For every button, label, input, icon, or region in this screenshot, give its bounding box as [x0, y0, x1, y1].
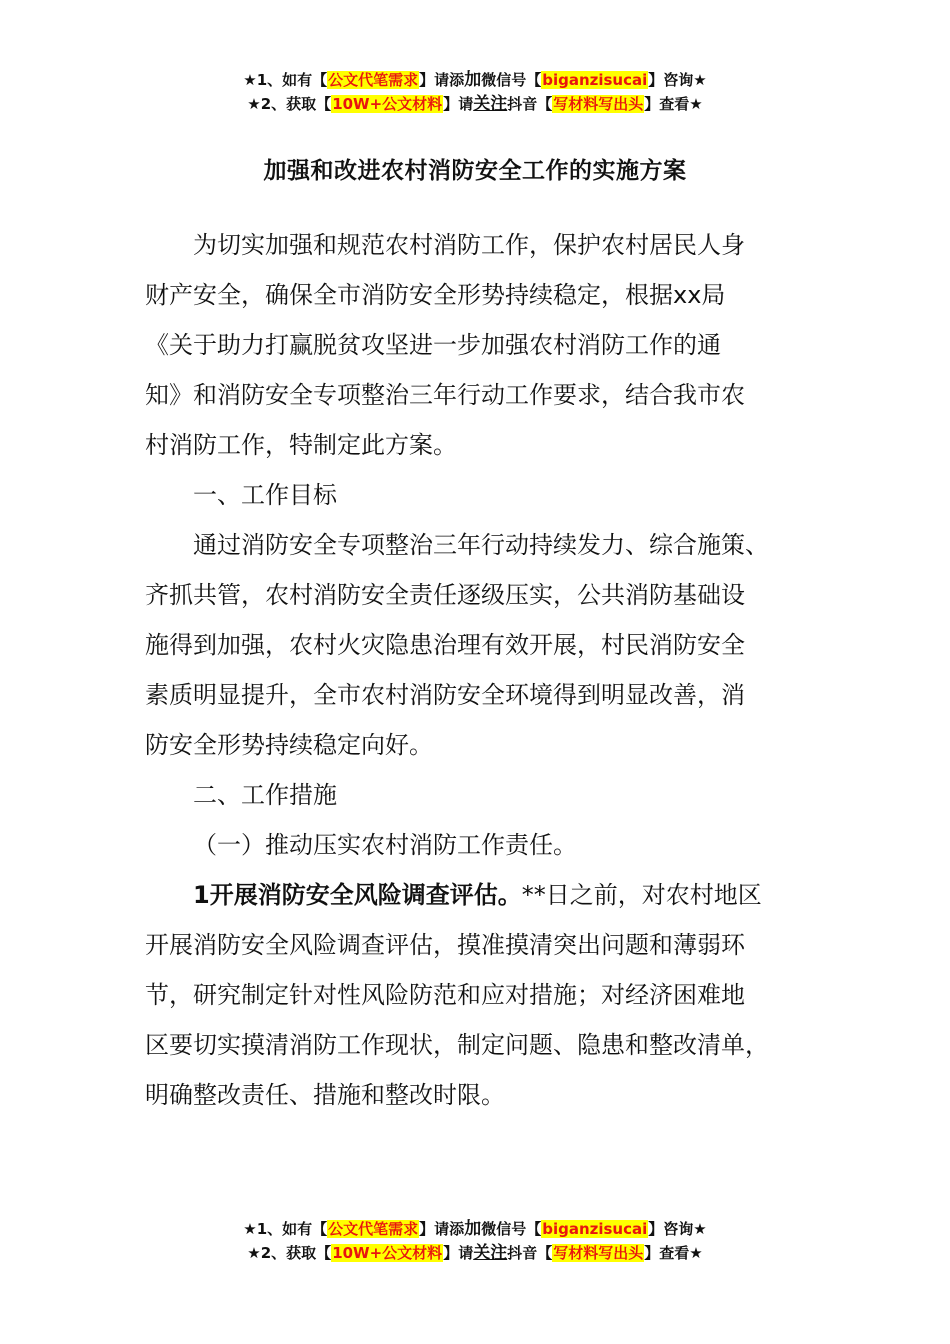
wechat-id-highlight: biganzisucai	[542, 71, 648, 89]
header-line2-prefix: ★2、获取【	[247, 95, 332, 113]
intro-line: 财产安全，确保全市消防安全形势持续稳定，根据xx局	[145, 281, 726, 309]
footer-line1-mid1: 】请添	[419, 1220, 465, 1238]
footer-line2-follow: 关注	[473, 1243, 508, 1263]
intro-line: 村消防工作，特制定此方案。	[145, 431, 457, 459]
intro-line: 知》和消防安全专项整治三年行动工作要求，结合我市农	[145, 381, 745, 409]
header-line1-mid1: 】请添	[419, 71, 465, 89]
header-line-2	[0, 92, 950, 116]
header-line1-prefix: ★1、如有【	[243, 71, 328, 89]
footer-line1-prefix: ★1、如有【	[243, 1220, 328, 1238]
document-body	[145, 220, 807, 1120]
section1-line: 齐抓共管，农村消防安全责任逐级压实，公共消防基础设	[145, 581, 745, 609]
section1-line: 施得到加强，农村火灾隐患治理有效开展，村民消防安全	[145, 631, 745, 659]
footer-banner	[0, 1217, 950, 1265]
item1-line: 开展消防安全风险调查评估，摸准摸清突出问题和薄弱环	[145, 931, 745, 959]
item1-paragraph	[145, 870, 807, 1120]
header-line2-suffix: 】查看★	[644, 95, 703, 113]
section2-heading: 二、工作措施	[193, 781, 337, 809]
footer-line1-mid2: 微信号【	[481, 1220, 542, 1238]
section1-paragraph	[145, 520, 807, 770]
item1-line: 明确整改责任、措施和整改时限。	[145, 1081, 505, 1109]
section1-heading: 一、工作目标	[193, 481, 337, 509]
item1-line: 节，研究制定针对性风险防范和应对措施；对经济困难地	[145, 981, 745, 1009]
intro-line: 《关于助力打赢脱贫攻坚进一步加强农村消防工作的通	[145, 331, 721, 359]
douyin-id-highlight: 写材料写出头	[553, 1244, 644, 1262]
section1-line: 通过消防安全专项整治三年行动持续发力、综合施策、	[193, 531, 769, 559]
footer-line2-suffix: 】查看★	[644, 1244, 703, 1262]
materials-highlight: 10W+公文材料	[332, 1244, 443, 1262]
footer-line1-suffix: 】咨询★	[648, 1220, 707, 1238]
douyin-id-highlight: 写材料写出头	[553, 95, 644, 113]
header-line2-mid1: 】请	[443, 95, 474, 113]
footer-line2-mid1: 】请	[443, 1244, 474, 1262]
footer-line1-bold: 加	[464, 1219, 482, 1239]
header-line1-suffix: 】咨询★	[648, 71, 707, 89]
service-highlight: 公文代笔需求	[328, 71, 419, 89]
header-line1-bold: 加	[464, 70, 482, 90]
header-line2-follow: 关注	[473, 94, 508, 114]
section1-line: 素质明显提升，全市农村消防安全环境得到明显改善，消	[145, 681, 745, 709]
header-line2-mid2: 抖音【	[507, 95, 553, 113]
footer-line-2	[0, 1241, 950, 1265]
section1-line: 防安全形势持续稳定向好。	[145, 731, 433, 759]
footer-line2-mid2: 抖音【	[507, 1244, 553, 1262]
intro-line: 为切实加强和规范农村消防工作，保护农村居民人身	[193, 231, 745, 259]
document-title: 加强和改进农村消防安全工作的实施方案	[263, 158, 687, 184]
footer-line2-prefix: ★2、获取【	[247, 1244, 332, 1262]
wechat-id-highlight: biganzisucai	[542, 1220, 648, 1238]
materials-highlight: 10W+公文材料	[332, 95, 443, 113]
intro-paragraph	[145, 220, 807, 470]
item1-line: **日之前，对农村地区	[521, 881, 762, 909]
header-banner	[0, 68, 950, 116]
header-line1-mid2: 微信号【	[481, 71, 542, 89]
subsection1-heading: （一）推动压实农村消防工作责任。	[193, 831, 577, 859]
item1-line: 区要切实摸清消防工作现状，制定问题、隐患和整改清单，	[145, 1031, 769, 1059]
footer-line-1	[0, 1217, 950, 1241]
header-line-1	[0, 68, 950, 92]
item1-lead: 1开展消防安全风险调查评估。	[193, 881, 522, 909]
service-highlight: 公文代笔需求	[328, 1220, 419, 1238]
